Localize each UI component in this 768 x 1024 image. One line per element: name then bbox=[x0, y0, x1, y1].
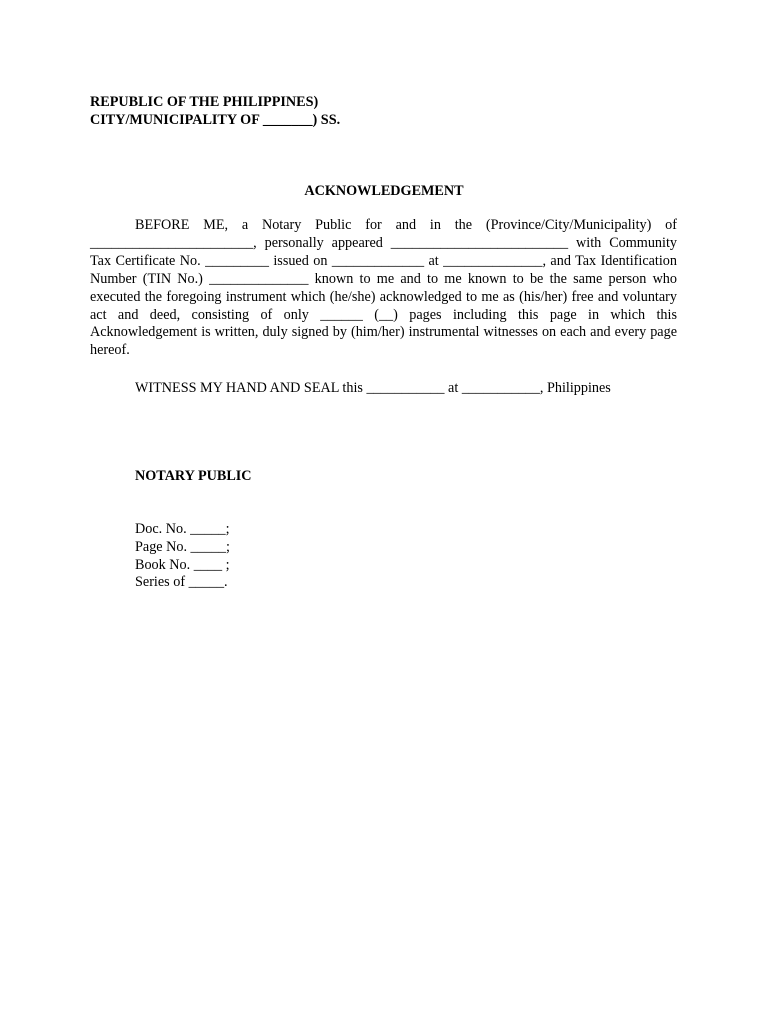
notarial-register-block bbox=[135, 521, 230, 592]
document-title: ACKNOWLEDGEMENT bbox=[304, 183, 464, 199]
acknowledgement-paragraph bbox=[90, 217, 677, 360]
page-no-line: Page No. _____; bbox=[135, 538, 230, 555]
book-no-line: Book No. ____ ; bbox=[135, 556, 230, 573]
venue-line-republic: REPUBLIC OF THE PHILIPPINES) bbox=[90, 94, 319, 110]
series-line: Series of _____. bbox=[135, 574, 228, 591]
acknowledgement-text: BEFORE ME, a Notary Public for and in the (Province/City/Municipality) of _______________________, personally appeared _________________________ with Community Tax Certificate No. _________ issued on _____________ at ______________, and Tax Identification Number (TIN No.) ______________ known to me and to me known to be the same person who executed the foregoing instrument which (he/she) acknowledged to me as (his/her) free and voluntary act and deed, consisting of only ______ (__) pages including this page in which this Acknowledgement is written, duly signed by (him/her) instrumental witnesses on each and every page hereof. bbox=[90, 217, 677, 359]
witness-line: WITNESS MY HAND AND SEAL this ___________ at ___________, Philippines bbox=[135, 380, 611, 396]
doc-no-line: Doc. No. _____; bbox=[135, 521, 230, 537]
notary-public-label: NOTARY PUBLIC bbox=[135, 468, 252, 484]
venue-line-city: CITY/MUNICIPALITY OF _______) SS. bbox=[90, 112, 341, 128]
